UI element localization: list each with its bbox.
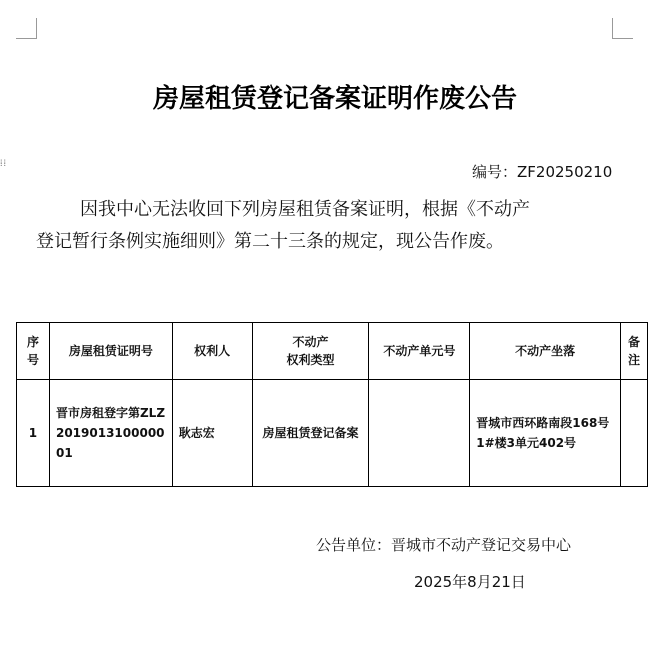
page-title: 房屋租赁登记备案证明作废公告 [152, 84, 517, 114]
cell-location: 晋城市西环路南段168号1#楼3单元402号 [470, 380, 621, 487]
paragraph-line-1: 因我中心无法收回下列房屋租赁备案证明，根据《不动产 [80, 199, 530, 220]
void-certificate-table [16, 322, 648, 487]
document-number: 编号：ZF20250210 [472, 163, 613, 181]
header-location: 不动产坐落 [470, 323, 621, 380]
header-right-type: 不动产 权利类型 [252, 323, 369, 380]
header-owner: 权利人 [172, 323, 252, 380]
cell-unit-no [369, 380, 470, 487]
header-remark: 备 注 [620, 323, 647, 380]
header-unit-no: 不动产单元号 [369, 323, 470, 380]
notice-paragraph [36, 194, 616, 258]
table-header-row [17, 323, 648, 380]
cell-index: 1 [17, 380, 50, 487]
notice-date: 2025年8月21日 [414, 573, 526, 591]
page-corner-top-right [612, 18, 633, 39]
page-corner-top-left [16, 18, 37, 39]
table-row [17, 380, 648, 487]
cell-owner: 耿志宏 [172, 380, 252, 487]
cell-remark [620, 380, 647, 487]
paragraph-line-2: 登记暂行条例实施细则》第二十三条的规定，现公告作废。 [36, 231, 504, 252]
header-index: 序 号 [17, 323, 50, 380]
cell-right-type: 房屋租赁登记备案 [252, 380, 369, 487]
issuing-unit: 公告单位：晋城市不动产登记交易中心 [316, 536, 572, 554]
cell-cert-no: 晋市房租登字第ZLZ201901310000001 [49, 380, 172, 487]
header-cert-no: 房屋租赁证明号 [49, 323, 172, 380]
drag-handle-icon[interactable]: ⁞⁞ [0, 159, 8, 169]
